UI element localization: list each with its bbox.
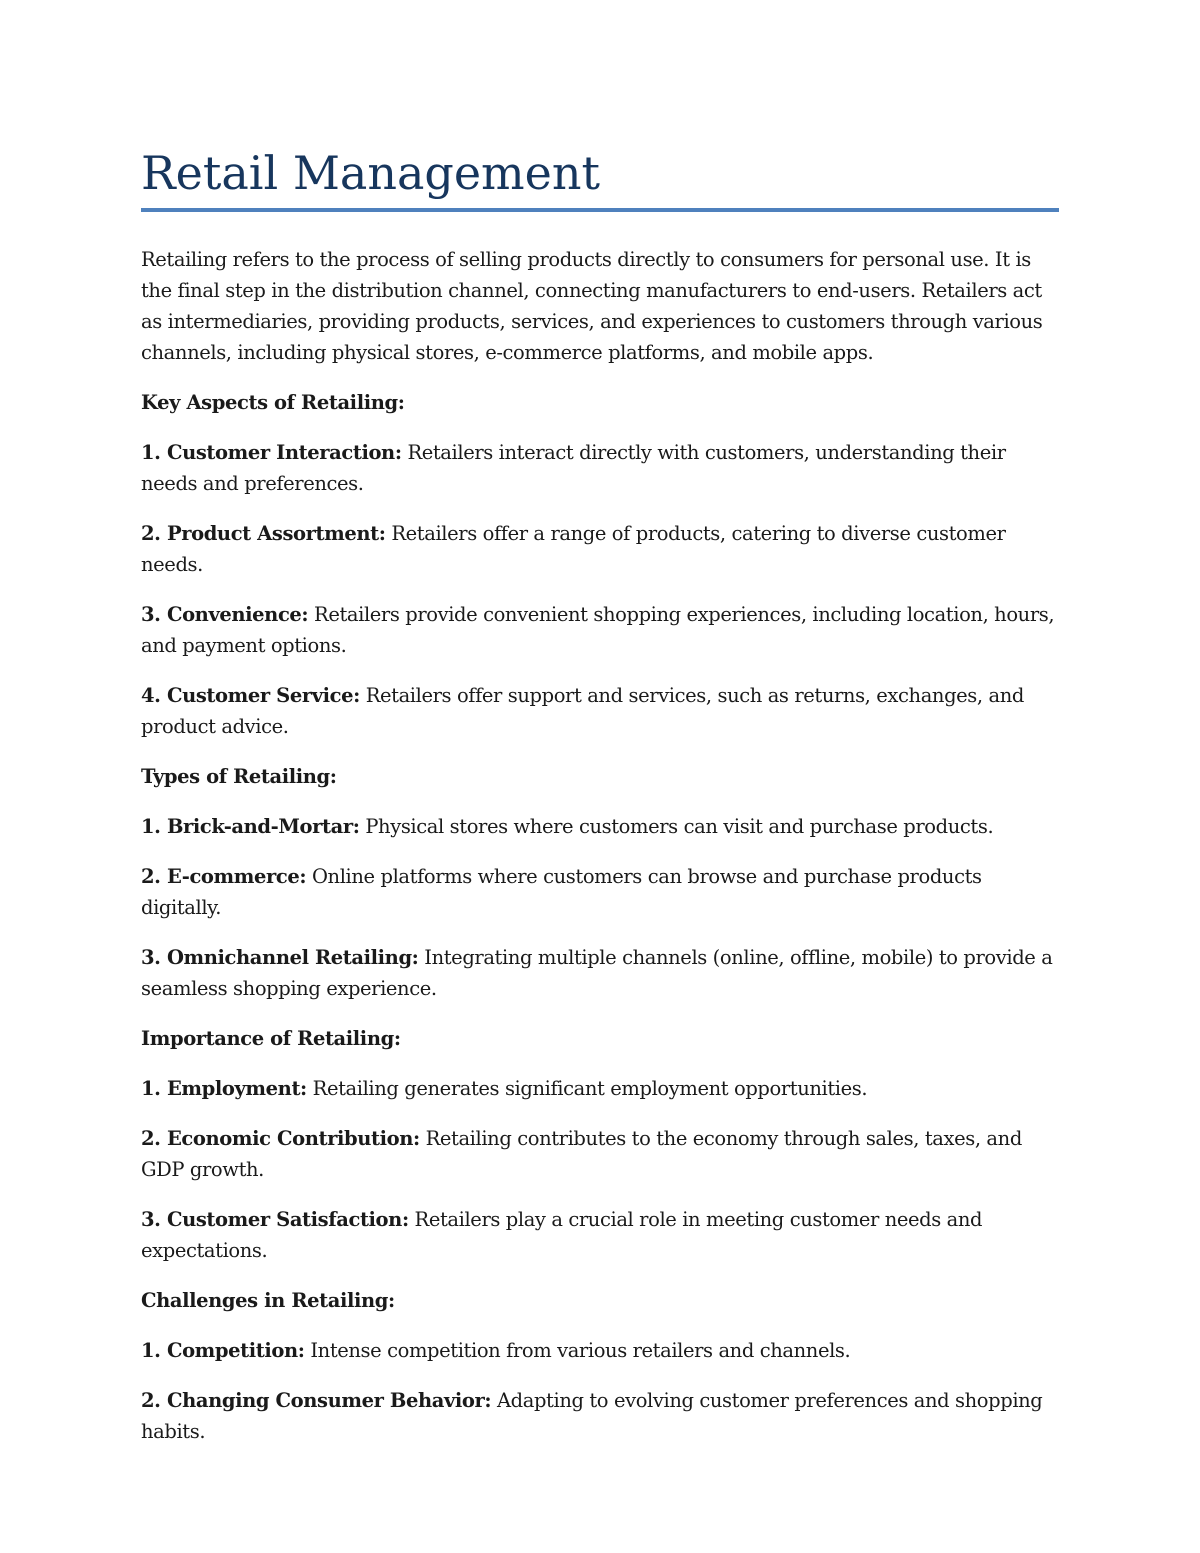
list-item [141, 599, 1059, 661]
item-text: Retailers play a crucial role in meeting customer needs and expectations. [141, 1208, 983, 1262]
item-term: 2. Economic Contribution: [141, 1127, 420, 1150]
list-item [141, 942, 1059, 1004]
item-text: Retailers offer support and services, such as returns, exchanges, and product advice. [141, 684, 1024, 738]
item-text: Retailers provide convenient shopping experiences, including location, hours, and payment options. [141, 603, 1055, 657]
item-term: 1. Brick-and-Mortar: [141, 815, 360, 838]
list-item [141, 1385, 1059, 1447]
item-text: Retailers interact directly with customers, understanding their needs and preferences. [141, 441, 1006, 495]
item-text: Intense competition from various retailers and channels. [304, 1339, 851, 1362]
section-heading-key-aspects: Key Aspects of Retailing: [141, 391, 405, 414]
document-page [141, 140, 1059, 1466]
list-item [141, 1204, 1059, 1266]
item-term: 3. Omnichannel Retailing: [141, 946, 419, 969]
item-term: 1. Competition: [141, 1339, 305, 1362]
list-item [141, 437, 1059, 499]
list-item [141, 861, 1059, 923]
item-text: Retailing generates significant employment opportunities. [306, 1077, 868, 1100]
document-title: Retail Management [141, 146, 601, 200]
intro-paragraph: Retailing refers to the process of selling products directly to consumers for personal use. It is the final step in the distribution channel, connecting manufacturers to end-users. Retailers act as intermediaries, providing products, services, and experiences to customers through various channels, including physical stores, e-commerce platforms, and mobile apps. [141, 248, 1043, 364]
item-term: 1. Employment: [141, 1077, 307, 1100]
item-term: 4. Customer Service: [141, 684, 360, 707]
section-heading-importance: Importance of Retailing: [141, 1027, 401, 1050]
list-item [141, 1123, 1059, 1185]
item-term: 2. Product Assortment: [141, 522, 386, 545]
list-item [141, 1073, 1059, 1104]
list-item [141, 680, 1059, 742]
item-text: Online platforms where customers can browse and purchase products digitally. [141, 865, 982, 919]
section-heading-challenges: Challenges in Retailing: [141, 1289, 395, 1312]
item-term: 3. Convenience: [141, 603, 309, 626]
section-heading-types: Types of Retailing: [141, 765, 337, 788]
item-term: 2. Changing Consumer Behavior: [141, 1389, 492, 1412]
list-item [141, 1335, 1059, 1366]
item-term: 2. E-commerce: [141, 865, 307, 888]
item-term: 3. Customer Satisfaction: [141, 1208, 409, 1231]
item-text: Retailers offer a range of products, catering to diverse customer needs. [141, 522, 1006, 576]
list-item [141, 811, 1059, 842]
item-text: Adapting to evolving customer preferences and shopping habits. [141, 1389, 1043, 1443]
item-term: 1. Customer Interaction: [141, 441, 402, 464]
item-text: Physical stores where customers can visit and purchase products. [359, 815, 994, 838]
item-text: Integrating multiple channels (online, offline, mobile) to provide a seamless shopping experience. [141, 946, 1053, 1000]
title-underline [141, 208, 1059, 212]
list-item [141, 518, 1059, 580]
item-text: Retailing contributes to the economy through sales, taxes, and GDP growth. [141, 1127, 1022, 1181]
